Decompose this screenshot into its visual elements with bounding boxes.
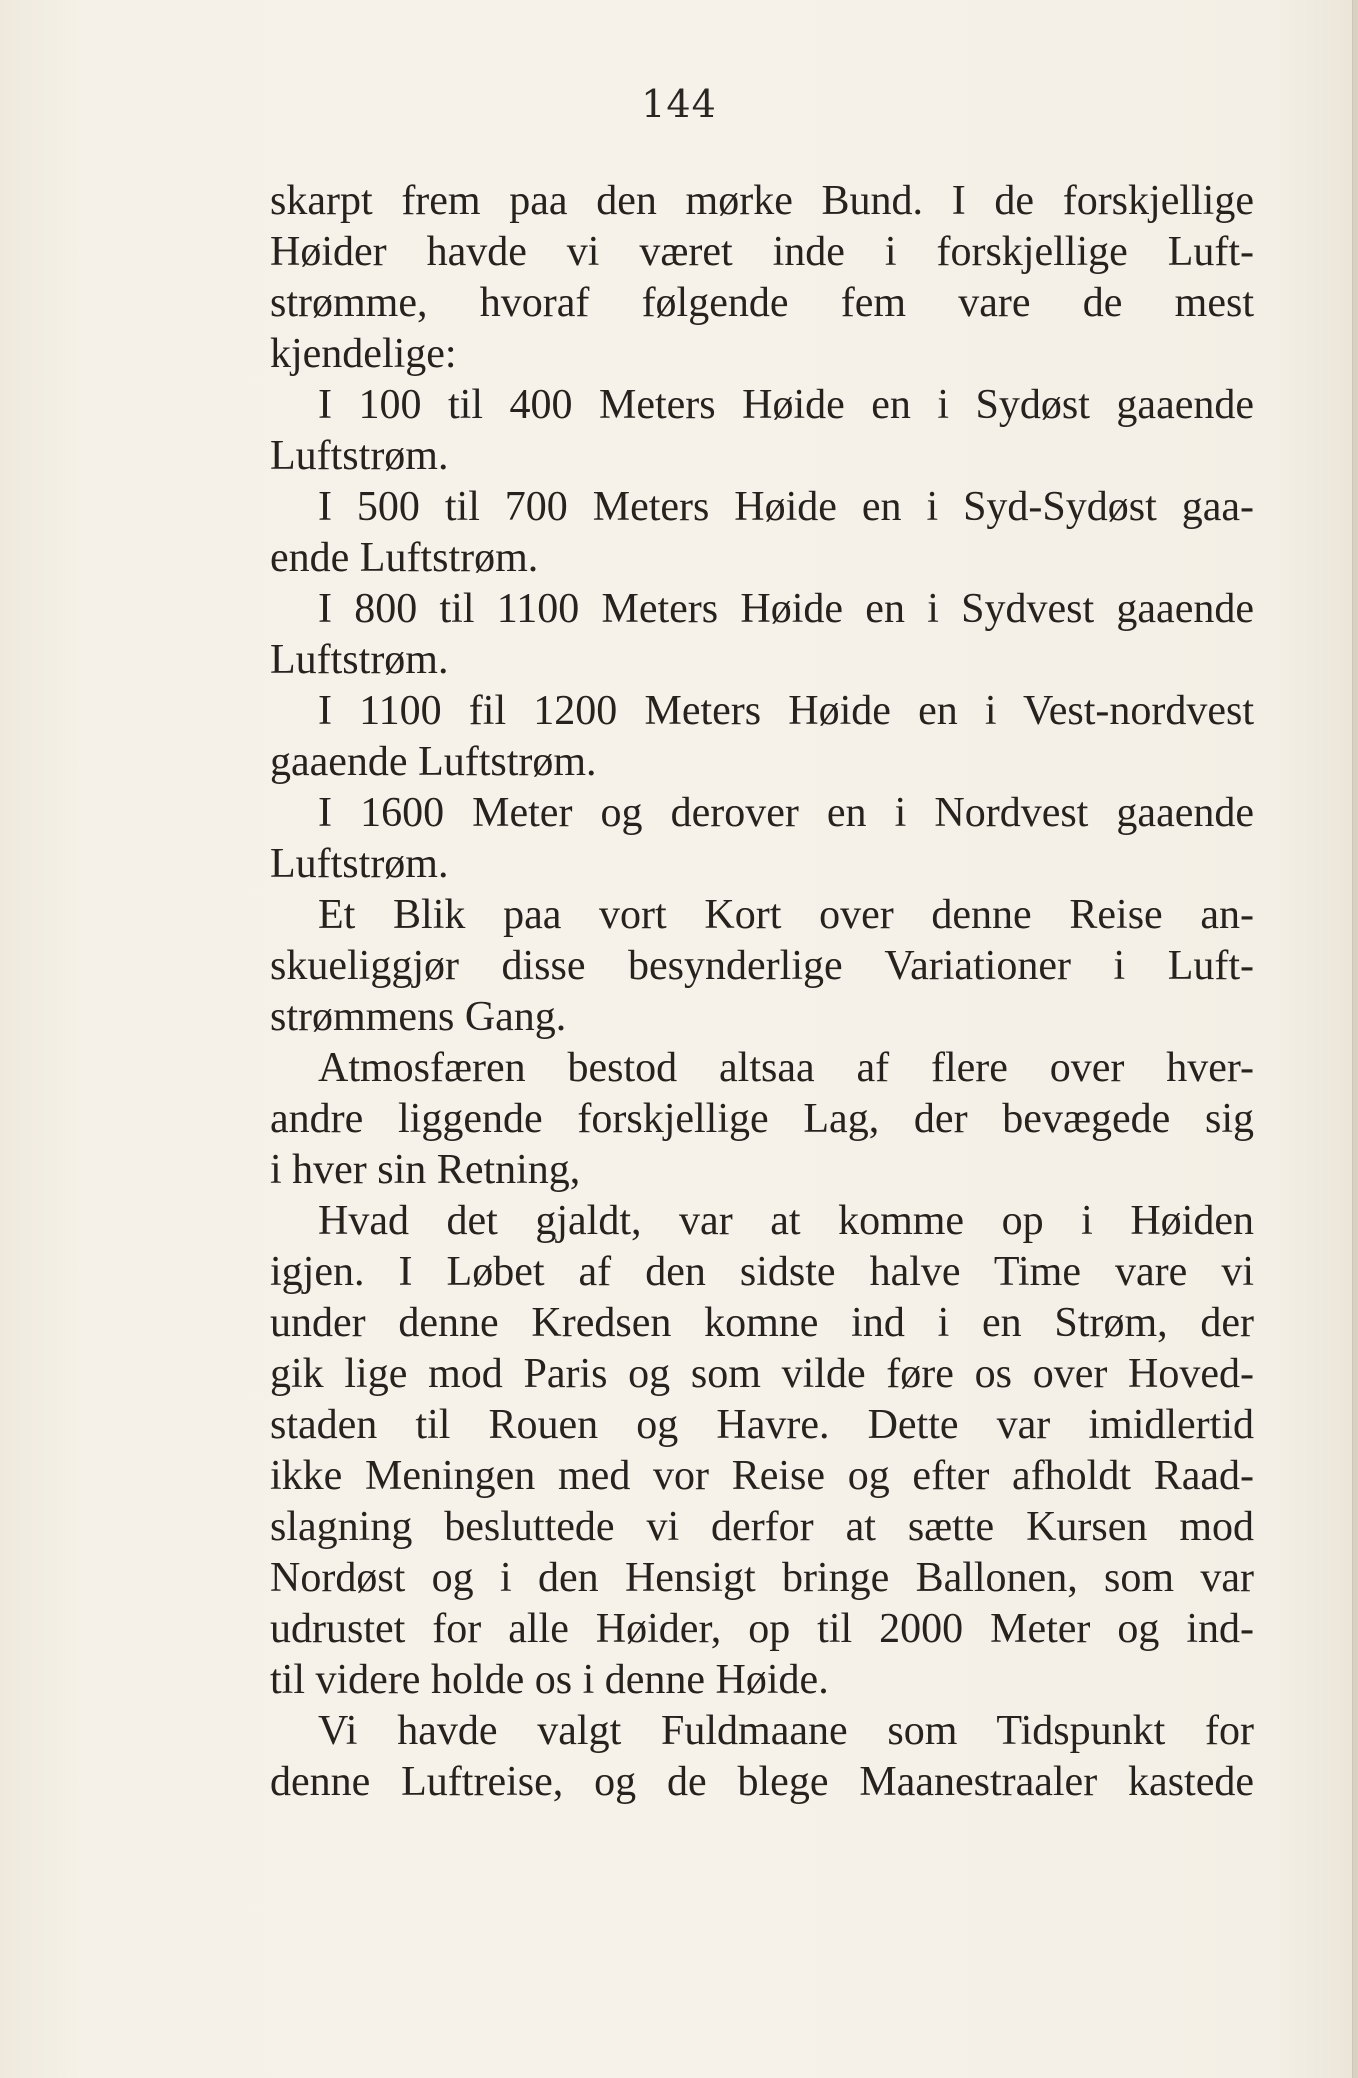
- text-line: Høider havde vi været inde i forskjellige Luft-: [270, 229, 1254, 275]
- text-line: I 100 til 400 Meters Høide en i Sydøst gaaende: [318, 382, 1254, 428]
- text-line: Luftstrøm.: [270, 841, 449, 887]
- text-line: i hver sin Retning,: [270, 1147, 581, 1193]
- text-line: skueliggjør disse besynderlige Variationer i Luft-: [270, 943, 1254, 989]
- text-line: slagning besluttede vi derfor at sætte Kursen mod: [270, 1504, 1254, 1550]
- page-edge: [1352, 0, 1358, 2078]
- text-line: gaaende Luftstrøm.: [270, 739, 597, 785]
- text-line: I 1600 Meter og derover en i Nordvest gaaende: [318, 790, 1254, 836]
- text-line: I 1100 fil 1200 Meters Høide en i Vest-nordvest: [318, 688, 1254, 734]
- text-line: udrustet for alle Høider, op til 2000 Meter og ind-: [270, 1606, 1254, 1652]
- text-line: strømme, hvoraf følgende fem vare de mest: [270, 280, 1254, 326]
- text-line: Vi havde valgt Fuldmaane som Tidspunkt for: [318, 1708, 1254, 1754]
- text-line: gik lige mod Paris og som vilde føre os over Hoved-: [270, 1351, 1254, 1397]
- text-line: I 800 til 1100 Meters Høide en i Sydvest gaaende: [318, 586, 1254, 632]
- body-text: [270, 176, 1254, 1808]
- text-line: denne Luftreise, og de blege Maanestraaler kastede: [270, 1759, 1254, 1805]
- text-line: Hvad det gjaldt, var at komme op i Høiden: [318, 1198, 1254, 1244]
- page-number: 144: [641, 82, 717, 126]
- text-line: Atmosfæren bestod altsaa af flere over hver-: [318, 1045, 1254, 1091]
- text-line: igjen. I Løbet af den sidste halve Time vare vi: [270, 1249, 1254, 1295]
- text-line: kjendelige:: [270, 331, 457, 377]
- text-line: Et Blik paa vort Kort over denne Reise an-: [318, 892, 1254, 938]
- text-line: andre liggende forskjellige Lag, der bevægede sig: [270, 1096, 1254, 1142]
- text-line: skarpt frem paa den mørke Bund. I de forskjellige: [270, 178, 1254, 224]
- text-line: Luftstrøm.: [270, 637, 449, 683]
- text-line: staden til Rouen og Havre. Dette var imidlertid: [270, 1402, 1254, 1448]
- text-line: ikke Meningen med vor Reise og efter afholdt Raad-: [270, 1453, 1254, 1499]
- text-line: under denne Kredsen komne ind i en Strøm, der: [270, 1300, 1254, 1346]
- text-line: ende Luftstrøm.: [270, 535, 539, 581]
- text-line: I 500 til 700 Meters Høide en i Syd-Sydøst gaa-: [318, 484, 1254, 530]
- text-line: Nordøst og i den Hensigt bringe Ballonen, som var: [270, 1555, 1254, 1601]
- text-line: strømmens Gang.: [270, 994, 567, 1040]
- text-line: Luftstrøm.: [270, 433, 449, 479]
- text-line: til videre holde os i denne Høide.: [270, 1657, 829, 1703]
